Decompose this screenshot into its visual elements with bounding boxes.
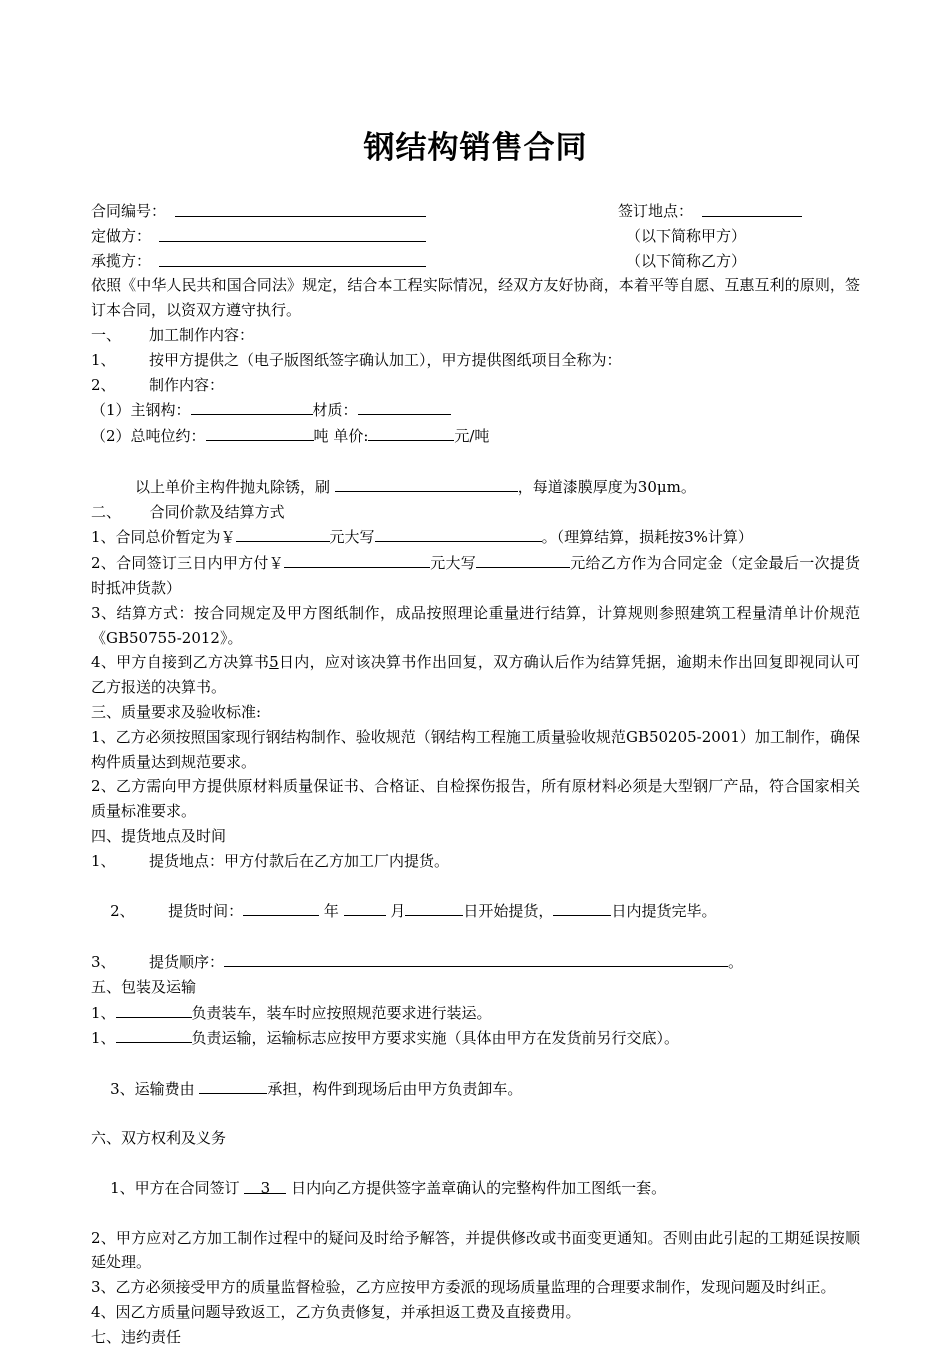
coating-note-pre: 以上单价主构件抛丸除锈，刷	[135, 477, 335, 496]
s6-item-1	[91, 1151, 860, 1225]
section-4-heading: 四、提货地点及时间	[91, 826, 227, 845]
s5-item-2	[91, 1025, 860, 1051]
total-price-label: 1、合同总价暂定为￥	[91, 528, 236, 547]
tonnage-label: （2）总吨位约：	[91, 427, 206, 446]
unit-price-field[interactable]	[368, 423, 454, 441]
deposit-field[interactable]	[284, 550, 430, 568]
drawing-supply-post: 日内向乙方提供签字盖章确认的完整构件加工图纸一套。	[286, 1179, 667, 1198]
s1-sub-2	[91, 423, 860, 449]
page-title: 钢结构销售合同	[363, 130, 588, 166]
pickup-time-label: 提货时间：	[168, 902, 244, 921]
freight-label: 3、运输费由	[110, 1079, 200, 1098]
year-label: 年	[319, 902, 344, 921]
s4-item-1	[91, 849, 860, 874]
deposit-note: 元给乙方作为合同定金（定金最后一次提货时抵冲货款）	[91, 554, 860, 597]
pickup-days-field[interactable]	[553, 898, 611, 916]
pickup-end-label: 日内提货完毕。	[611, 902, 717, 921]
s2-item-1	[91, 524, 860, 550]
s2-item-2	[91, 550, 860, 601]
party-a-label: 定做方：	[91, 226, 152, 245]
section-5-heading: 五、包装及运输	[91, 977, 197, 996]
s1-note	[91, 474, 860, 500]
s4-item-2	[91, 874, 860, 949]
section-3-heading: 三、质量要求及验收标准:	[91, 702, 262, 721]
s4-item-2-num: 2、	[110, 902, 135, 921]
settlement-reply-days: 5	[269, 653, 279, 672]
coating-field[interactable]	[335, 474, 518, 492]
freight-text: 承担，构件到现场后由甲方负责卸车。	[267, 1079, 523, 1098]
party-a-note: （以下简称甲方）	[626, 226, 747, 245]
header-row-1	[91, 199, 860, 224]
price-unit: 元/吨	[454, 427, 490, 446]
pickup-month-field[interactable]	[344, 898, 386, 916]
transport-party-field[interactable]	[116, 1025, 192, 1043]
pickup-order-field[interactable]	[224, 949, 728, 967]
pickup-start-label: 日开始提货，	[463, 902, 554, 921]
transport-text: 负责运输，运输标志应按甲方要求实施（具体由甲方在发货前另行交底）。	[191, 1029, 680, 1048]
pickup-order-label: 提货顺序：	[149, 952, 225, 971]
contract-no-label: 合同编号：	[91, 202, 167, 220]
s1-item-1-text: 按甲方提供之（电子版图纸签字确认加工），甲方提供图纸项目全称为：	[149, 350, 622, 369]
s5-item-3	[91, 1051, 860, 1126]
s1-item-2-num: 2、	[91, 375, 116, 394]
loading-num: 1、	[91, 1003, 116, 1022]
s2-item-4	[91, 650, 860, 700]
total-price-field[interactable]	[236, 524, 330, 542]
deposit-words-field[interactable]	[476, 550, 570, 568]
sign-place-field[interactable]	[702, 199, 802, 217]
material-field[interactable]	[358, 397, 451, 415]
section-1-title: 加工制作内容：	[149, 325, 255, 344]
contract-no-field[interactable]	[175, 199, 426, 217]
party-b-label: 承揽方：	[91, 251, 152, 270]
spacer	[91, 449, 860, 474]
material-label: 材质：	[312, 401, 358, 420]
total-price-note: 。（理算结算，损耗按3%计算）	[541, 528, 753, 547]
contract-header	[91, 199, 860, 273]
total-price-words-label: 元大写	[329, 528, 375, 547]
party-b-note: （以下简称乙方）	[626, 251, 747, 270]
s4-item-3	[91, 949, 860, 975]
settlement-reply-post: 日内，应对该决算书作出回复，双方确认后作为结算凭据，逾期未作出回复即视同认可乙方报送的决算书。	[91, 653, 860, 697]
unit-price-label: 吨 单价:	[313, 427, 369, 446]
drawing-supply-pre: 1、甲方在合同签订	[110, 1179, 245, 1198]
tonnage-field[interactable]	[206, 423, 314, 441]
pickup-year-field[interactable]	[243, 898, 319, 916]
month-label: 月	[385, 902, 406, 921]
pickup-order-end: 。	[728, 952, 744, 971]
s4-item-1-num: 1、	[91, 851, 116, 870]
deposit-words-label: 元大写	[429, 554, 477, 573]
freight-party-field[interactable]	[199, 1076, 267, 1094]
sign-place-label: 签订地点：	[618, 202, 694, 220]
s6-item-3: 3、乙方必须接受甲方的质量监督检验，乙方应按甲方委派的现场质量监理的合理要求制作，发现问题及时纠正。	[91, 1278, 836, 1297]
section-7-heading: 七、违约责任	[91, 1327, 182, 1346]
s3-item-1: 1、乙方必须按照国家现行钢结构制作、验收规范（钢结构工程施工质量验收规范GB50205-2001）加工制作，确保构件质量达到规范要求。	[91, 727, 860, 771]
deposit-label: 2、合同签订三日内甲方付￥	[91, 554, 284, 573]
total-price-words-field[interactable]	[375, 524, 542, 542]
preamble: 依照《中华人民共和国合同法》规定，结合本工程实际情况，经双方友好协商，本着平等自愿、互惠互利的原则，签订本合同，以资双方遵守执行。	[91, 276, 860, 320]
s6-item-2: 2、甲方应对乙方加工制作过程中的疑问及时给予解答，并提供修改或书面变更通知。否则由此引起的工期延误按顺延处理。	[91, 1228, 860, 1272]
coating-note-post: ，每道漆膜厚度为30μm。	[517, 477, 696, 496]
main-steel-label: （1）主钢构：	[91, 401, 191, 420]
s1-item-2	[91, 373, 860, 398]
settlement-reply-pre: 4、甲方自接到乙方决算书	[91, 653, 270, 672]
s6-item-4: 4、因乙方质量问题导致返工，乙方负责修复，并承担返工费及直接费用。	[91, 1303, 581, 1322]
s5-item-1	[91, 1000, 860, 1026]
s1-item-1-num: 1、	[91, 350, 116, 369]
loading-text: 负责装车，装车时应按照规范要求进行装运。	[191, 1003, 492, 1022]
s1-item-1	[91, 348, 860, 373]
s2-item-3: 3、结算方式：按合同规定及甲方图纸制作，成品按照理论重量进行结算，计算规则参照建筑工程量清单计价规范《GB50755-2012》。	[91, 603, 860, 647]
party-a-field[interactable]	[159, 224, 426, 242]
s1-item-2-text: 制作内容：	[149, 375, 225, 394]
drawing-supply-days: 3	[244, 1176, 286, 1194]
pickup-day-field[interactable]	[405, 898, 463, 916]
header-row-2	[91, 224, 860, 249]
party-b-field[interactable]	[159, 249, 426, 267]
s3-item-2: 2、乙方需向甲方提供原材料质量保证书、合格证、自检探伤报告，所有原材料必须是大型钢厂产品，符合国家相关质量标准要求。	[91, 777, 860, 821]
s4-item-3-num: 3、	[91, 952, 116, 971]
section-1-heading	[91, 323, 860, 348]
section-1-num: 一、	[91, 325, 122, 344]
section-6-heading: 六、双方权利及义务	[91, 1129, 227, 1148]
s4-item-1-text: 提货地点：甲方付款后在乙方加工厂内提货。	[149, 851, 450, 870]
main-steel-field[interactable]	[191, 397, 313, 415]
loading-party-field[interactable]	[116, 1000, 192, 1018]
s1-sub-1	[91, 397, 860, 423]
header-row-3	[91, 249, 860, 274]
transport-num: 1、	[91, 1029, 116, 1048]
section-2-heading: 二、 合同价款及结算方式	[91, 502, 285, 521]
